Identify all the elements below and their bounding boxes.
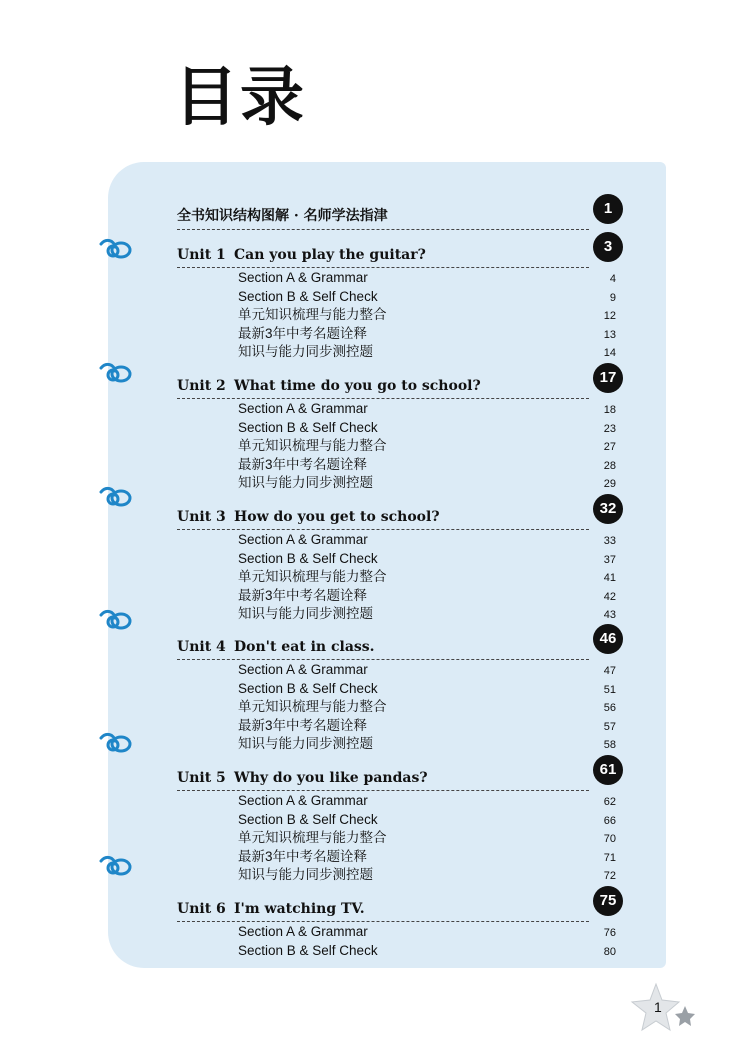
section-page: 62 — [603, 796, 616, 808]
section-page: 9 — [609, 291, 616, 304]
section-page: 27 — [603, 441, 616, 453]
section-label: Section A & Grammar — [238, 532, 368, 547]
unit-title: How do you get to school? — [234, 509, 440, 525]
toc-unit-4[interactable] — [177, 622, 623, 660]
toc-section-item[interactable] — [238, 698, 618, 717]
section-label: 单元知识梳理与能力整合 — [238, 438, 387, 453]
section-page: 29 — [603, 478, 616, 490]
unit-title: Don't eat in class. — [234, 639, 375, 655]
section-label: 单元知识梳理与能力整合 — [238, 307, 387, 322]
section-list — [238, 269, 618, 362]
unit-number: Unit 5 — [177, 770, 226, 786]
dashed-leader — [177, 398, 589, 399]
page-badge: 61 — [593, 755, 623, 785]
toc-unit-label — [177, 639, 375, 655]
page-badge: 17 — [593, 363, 623, 393]
section-page: 23 — [603, 422, 616, 435]
section-label: Section B & Self Check — [238, 942, 378, 958]
toc-section-item[interactable] — [238, 568, 618, 587]
unit-number: Unit 4 — [177, 639, 226, 655]
toc-section-item[interactable] — [238, 923, 618, 942]
unit-number: Unit 3 — [177, 509, 226, 525]
binder-ring-icon — [98, 854, 136, 878]
section-page: 80 — [603, 945, 616, 958]
section-label: 单元知识梳理与能力整合 — [238, 569, 387, 584]
toc-unit-label — [177, 247, 426, 263]
section-page: 18 — [603, 404, 616, 416]
toc-section-item[interactable] — [238, 811, 618, 830]
dashed-leader — [177, 790, 589, 791]
section-label: 知识与能力同步测控题 — [238, 606, 373, 621]
toc-section-item[interactable] — [238, 848, 618, 867]
section-label: 最新3年中考名题诠释 — [238, 587, 368, 603]
section-list — [238, 661, 618, 754]
section-label: 知识与能力同步测控题 — [238, 475, 373, 490]
section-label: 知识与能力同步测控题 — [238, 736, 373, 751]
page-badge: 46 — [593, 624, 623, 654]
section-page: 58 — [603, 739, 616, 751]
section-page: 12 — [603, 310, 616, 322]
section-label: Section A & Grammar — [238, 401, 368, 416]
section-page: 14 — [603, 347, 616, 359]
section-label: Section A & Grammar — [238, 270, 368, 285]
toc-unit-3[interactable] — [177, 492, 623, 530]
section-page: 33 — [603, 535, 616, 547]
section-label: 最新3年中考名题诠释 — [238, 848, 368, 864]
page-badge: 1 — [593, 194, 623, 224]
binder-ring-icon — [98, 608, 136, 632]
toc-section-item[interactable] — [238, 474, 618, 493]
section-page: 43 — [603, 609, 616, 621]
toc-section-item[interactable] — [238, 456, 618, 475]
toc-section-item[interactable] — [238, 587, 618, 606]
section-page: 66 — [603, 814, 616, 827]
dashed-leader — [177, 921, 589, 922]
toc-section-item[interactable] — [238, 829, 618, 848]
section-list — [238, 792, 618, 885]
section-label: 最新3年中考名题诠释 — [238, 717, 368, 733]
toc-section-item[interactable] — [238, 661, 618, 680]
unit-title: What time do you go to school? — [234, 378, 481, 394]
toc-unit-label — [177, 378, 481, 394]
toc-unit-label — [177, 509, 440, 525]
section-label: 最新3年中考名题诠释 — [238, 325, 368, 341]
toc-section-item[interactable] — [238, 680, 618, 699]
page-badge: 75 — [593, 886, 623, 916]
section-page: 51 — [603, 683, 616, 696]
unit-number: Unit 1 — [177, 247, 226, 263]
toc-section-item[interactable] — [238, 866, 618, 885]
section-label: Section B & Self Check — [238, 550, 378, 566]
page-number-star — [622, 980, 702, 1040]
toc-entry-front[interactable] — [177, 192, 623, 230]
section-page: 41 — [603, 572, 616, 584]
page-title: 目录 — [174, 61, 306, 135]
toc-section-item[interactable] — [238, 735, 618, 754]
unit-title: Why do you like pandas? — [234, 770, 428, 786]
toc-section-item[interactable] — [238, 437, 618, 456]
section-label: Section A & Grammar — [238, 662, 368, 677]
section-page: 47 — [603, 665, 616, 677]
page-badge: 3 — [593, 232, 623, 262]
toc-unit-label — [177, 770, 428, 786]
toc-section-item[interactable] — [238, 288, 618, 307]
section-page: 37 — [603, 553, 616, 566]
toc-unit-5[interactable] — [177, 753, 623, 791]
section-label: Section B & Self Check — [238, 811, 378, 827]
binder-ring-icon — [98, 237, 136, 261]
section-label: 知识与能力同步测控题 — [238, 344, 373, 359]
section-label: 最新3年中考名题诠释 — [238, 456, 368, 472]
section-page: 42 — [603, 590, 616, 603]
section-label: Section B & Self Check — [238, 419, 378, 435]
toc-section-item[interactable] — [238, 306, 618, 325]
dashed-leader — [177, 529, 589, 530]
section-page: 76 — [603, 927, 616, 939]
section-label: Section B & Self Check — [238, 680, 378, 696]
toc-section-item[interactable] — [238, 343, 618, 362]
section-label: Section A & Grammar — [238, 793, 368, 808]
section-label: 知识与能力同步测控题 — [238, 867, 373, 882]
section-page: 70 — [603, 833, 616, 845]
section-page: 13 — [603, 328, 616, 341]
section-label: Section A & Grammar — [238, 924, 368, 939]
binder-ring-icon — [98, 731, 136, 755]
dashed-leader — [177, 659, 589, 660]
toc-unit-label — [177, 901, 365, 917]
toc-section-item[interactable] — [238, 717, 618, 736]
section-page: 56 — [603, 702, 616, 714]
binder-ring-icon — [98, 485, 136, 509]
toc-section-item[interactable] — [238, 531, 618, 550]
section-page: 71 — [603, 851, 616, 864]
small-star-icon — [675, 1006, 695, 1026]
dashed-leader — [177, 267, 589, 268]
section-page: 28 — [603, 459, 616, 472]
section-list — [238, 400, 618, 493]
toc-section-item[interactable] — [238, 550, 618, 569]
unit-number: Unit 6 — [177, 901, 226, 917]
section-page: 4 — [609, 273, 616, 285]
section-page: 72 — [603, 870, 616, 882]
unit-title: I'm watching TV. — [234, 901, 365, 917]
toc-section-item[interactable] — [238, 400, 618, 419]
section-list — [238, 531, 618, 624]
toc-entry-label: 全书知识结构图解 · 名师学法指津 — [177, 208, 388, 224]
binder-ring-icon — [98, 361, 136, 385]
toc-section-item[interactable] — [238, 325, 618, 344]
page-badge: 32 — [593, 494, 623, 524]
unit-title: Can you play the guitar? — [234, 247, 426, 263]
page-number: 1 — [654, 999, 662, 1015]
toc-section-item[interactable] — [238, 942, 618, 961]
section-label: Section B & Self Check — [238, 288, 378, 304]
toc-unit-1[interactable] — [177, 230, 623, 268]
section-page: 57 — [603, 720, 616, 733]
toc-section-item[interactable] — [238, 419, 618, 438]
toc-unit-2[interactable] — [177, 361, 623, 399]
toc-unit-6[interactable] — [177, 884, 623, 922]
toc-section-item[interactable] — [238, 269, 618, 288]
section-label: 单元知识梳理与能力整合 — [238, 830, 387, 845]
section-label: 单元知识梳理与能力整合 — [238, 699, 387, 714]
toc-section-item[interactable] — [238, 792, 618, 811]
unit-number: Unit 2 — [177, 378, 226, 394]
section-list — [238, 923, 618, 960]
toc-section-item[interactable] — [238, 605, 618, 624]
